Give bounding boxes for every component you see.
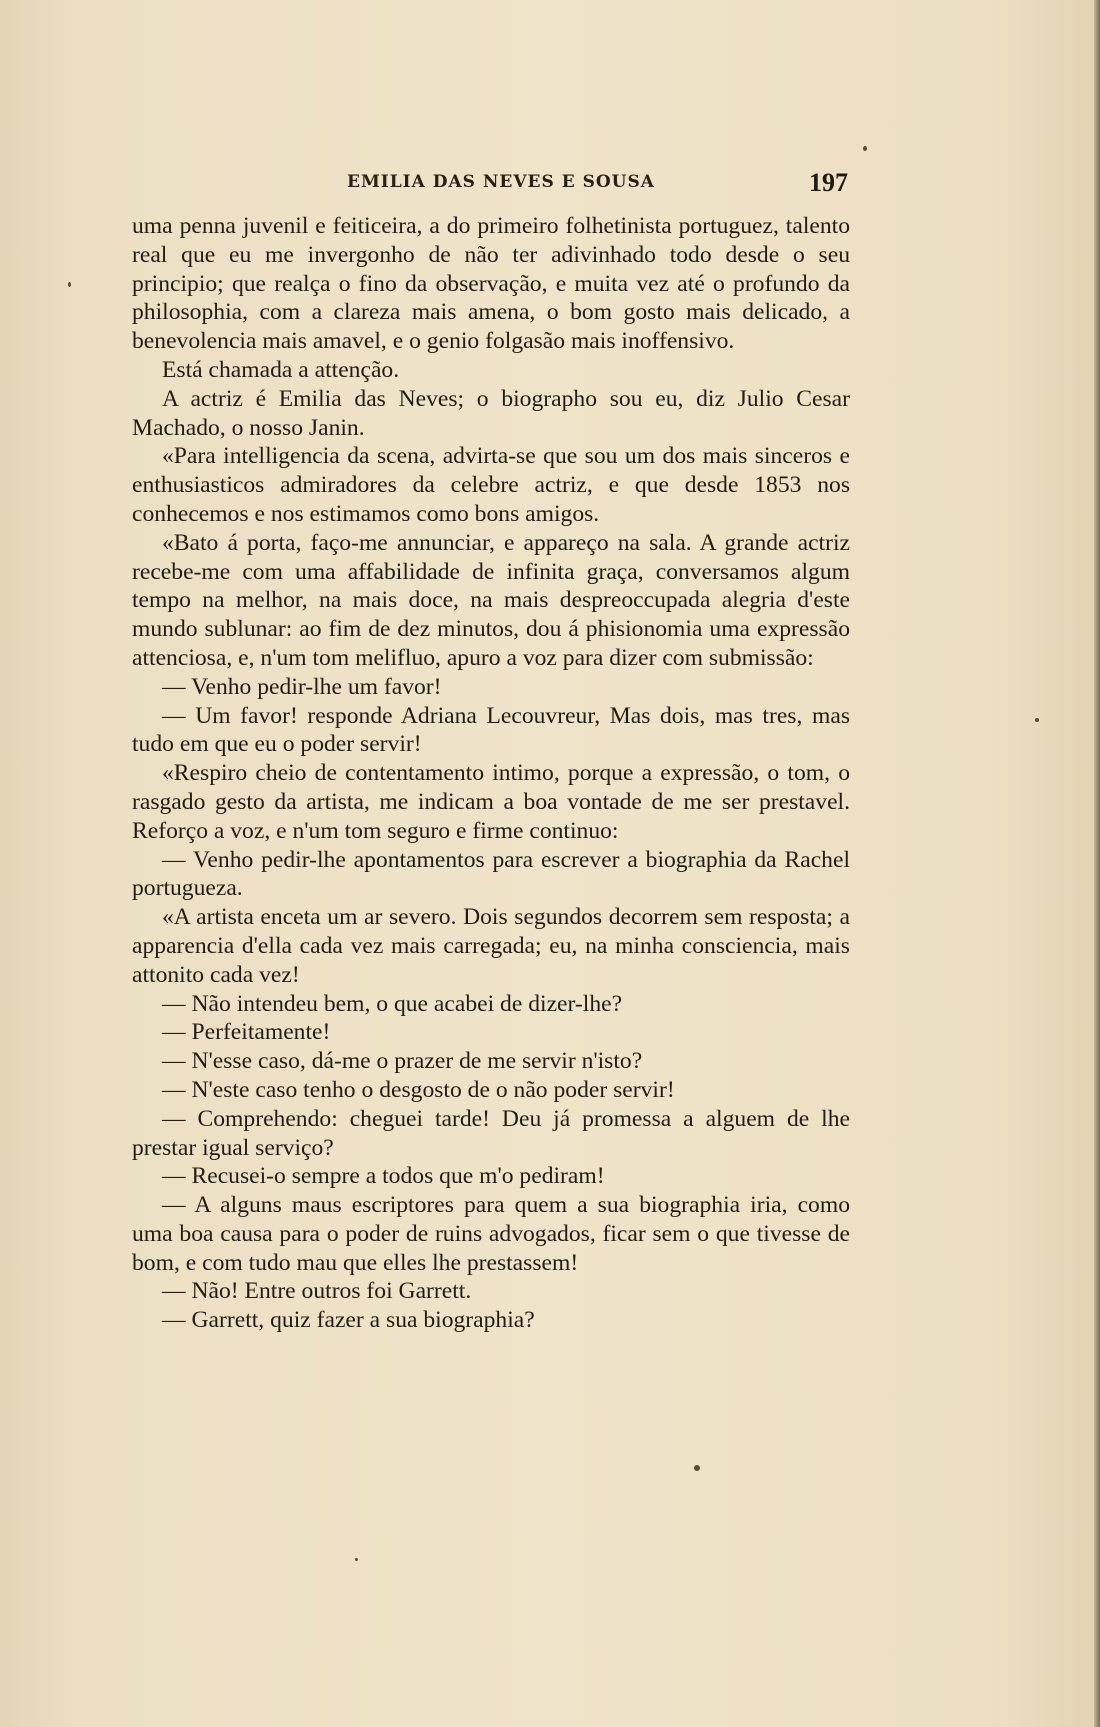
paragraph: «Respiro cheio de contentamento intimo, porque a expressão, o tom, o rasgado gesto da artista, me indicam a boa vontade de me ser prestavel. Reforço a voz, e n'um tom seguro e firme continuo: <box>132 760 850 844</box>
dialogue-line: — Não! Entre outros foi Garrett. <box>162 1278 472 1305</box>
dialogue-line: — N'este caso tenho o desgosto de o não poder servir! <box>162 1076 675 1103</box>
body-text <box>132 212 850 1335</box>
ink-speck <box>863 146 867 151</box>
page-edge-shadow <box>1094 0 1100 1727</box>
paragraph: uma penna juvenil e feiticeira, a do primeiro folhetinista portuguez, talento real que eu me invergonho de não ter adivinhado todo desde o seu principio; que realça o fino da observação, e muita vez até o profundo da philosophia, com a clareza mais amena, o bom gosto mais delicado, a benevolencia mais amavel, e o genio folgasão mais inoffensivo. <box>132 213 850 355</box>
dialogue-line: — Venho pedir-lhe apontamentos para escrever a biographia da Rachel portugueza. <box>132 846 850 902</box>
dialogue-line: — N'esse caso, dá-me o prazer de me servir n'isto? <box>162 1048 643 1075</box>
dialogue-line: — A alguns maus escriptores para quem a sua biographia iria, como uma boa causa para o poder de ruins advogados, ficar sem o que tivesse de bom, e com tudo mau que elles lhe prestassem! <box>132 1192 850 1276</box>
ink-speck <box>355 1558 358 1561</box>
dialogue-line: — Venho pedir-lhe um favor! <box>162 673 442 700</box>
ink-speck <box>68 282 71 287</box>
ink-speck <box>694 1465 700 1471</box>
paragraph: A actriz é Emilia das Neves; o biographo sou eu, diz Julio Cesar Machado, o nosso Janin. <box>132 385 850 441</box>
dialogue-line: — Recusei-o sempre a todos que m'o pediram! <box>162 1163 605 1190</box>
paragraph: «Para intelligencia da scena, advirta-se que sou um dos mais sinceros e enthusiasticos admiradores da celebre actriz, e que desde 1853 nos conhecemos e nos estimamos como bons amigos. <box>132 443 850 527</box>
page-number: 197 <box>809 168 848 197</box>
dialogue-line: — Um favor! responde Adriana Lecouvreur, Mas dois, mas tres, mas tudo em que eu o poder servir! <box>132 702 850 758</box>
paragraph: «Bato á porta, faço-me annunciar, e appareço na sala. A grande actriz recebe-me com uma affabilidade de infinita graça, conversamos algum tempo na melhor, na mais doce, na mais despreoccupada alegria d'este mundo sublunar: ao fim de dez minutos, dou á phisionomia uma expressão attenciosa, e, n'um tom melifluo, apuro a voz para dizer com submissão: <box>132 529 850 671</box>
dialogue-line: — Perfeitamente! <box>162 1019 331 1046</box>
dialogue-line: — Garrett, quiz fazer a sua biographia? <box>162 1307 535 1334</box>
dialogue-line: — Comprehendo: cheguei tarde! Deu já promessa a alguem de lhe prestar igual serviço? <box>132 1105 850 1161</box>
paragraph: Está chamada a attenção. <box>162 356 400 383</box>
page-header <box>132 168 848 198</box>
dialogue-line: — Não intendeu bem, o que acabei de dizer-lhe? <box>162 990 623 1017</box>
paragraph: «A artista enceta um ar severo. Dois segundos decorrem sem resposta; a apparencia d'ella cada vez mais carregada; eu, na minha consciencia, mais attonito cada vez! <box>132 904 850 988</box>
ink-speck <box>1035 718 1039 722</box>
running-head: EMILIA DAS NEVES E SOUSA <box>347 172 655 192</box>
